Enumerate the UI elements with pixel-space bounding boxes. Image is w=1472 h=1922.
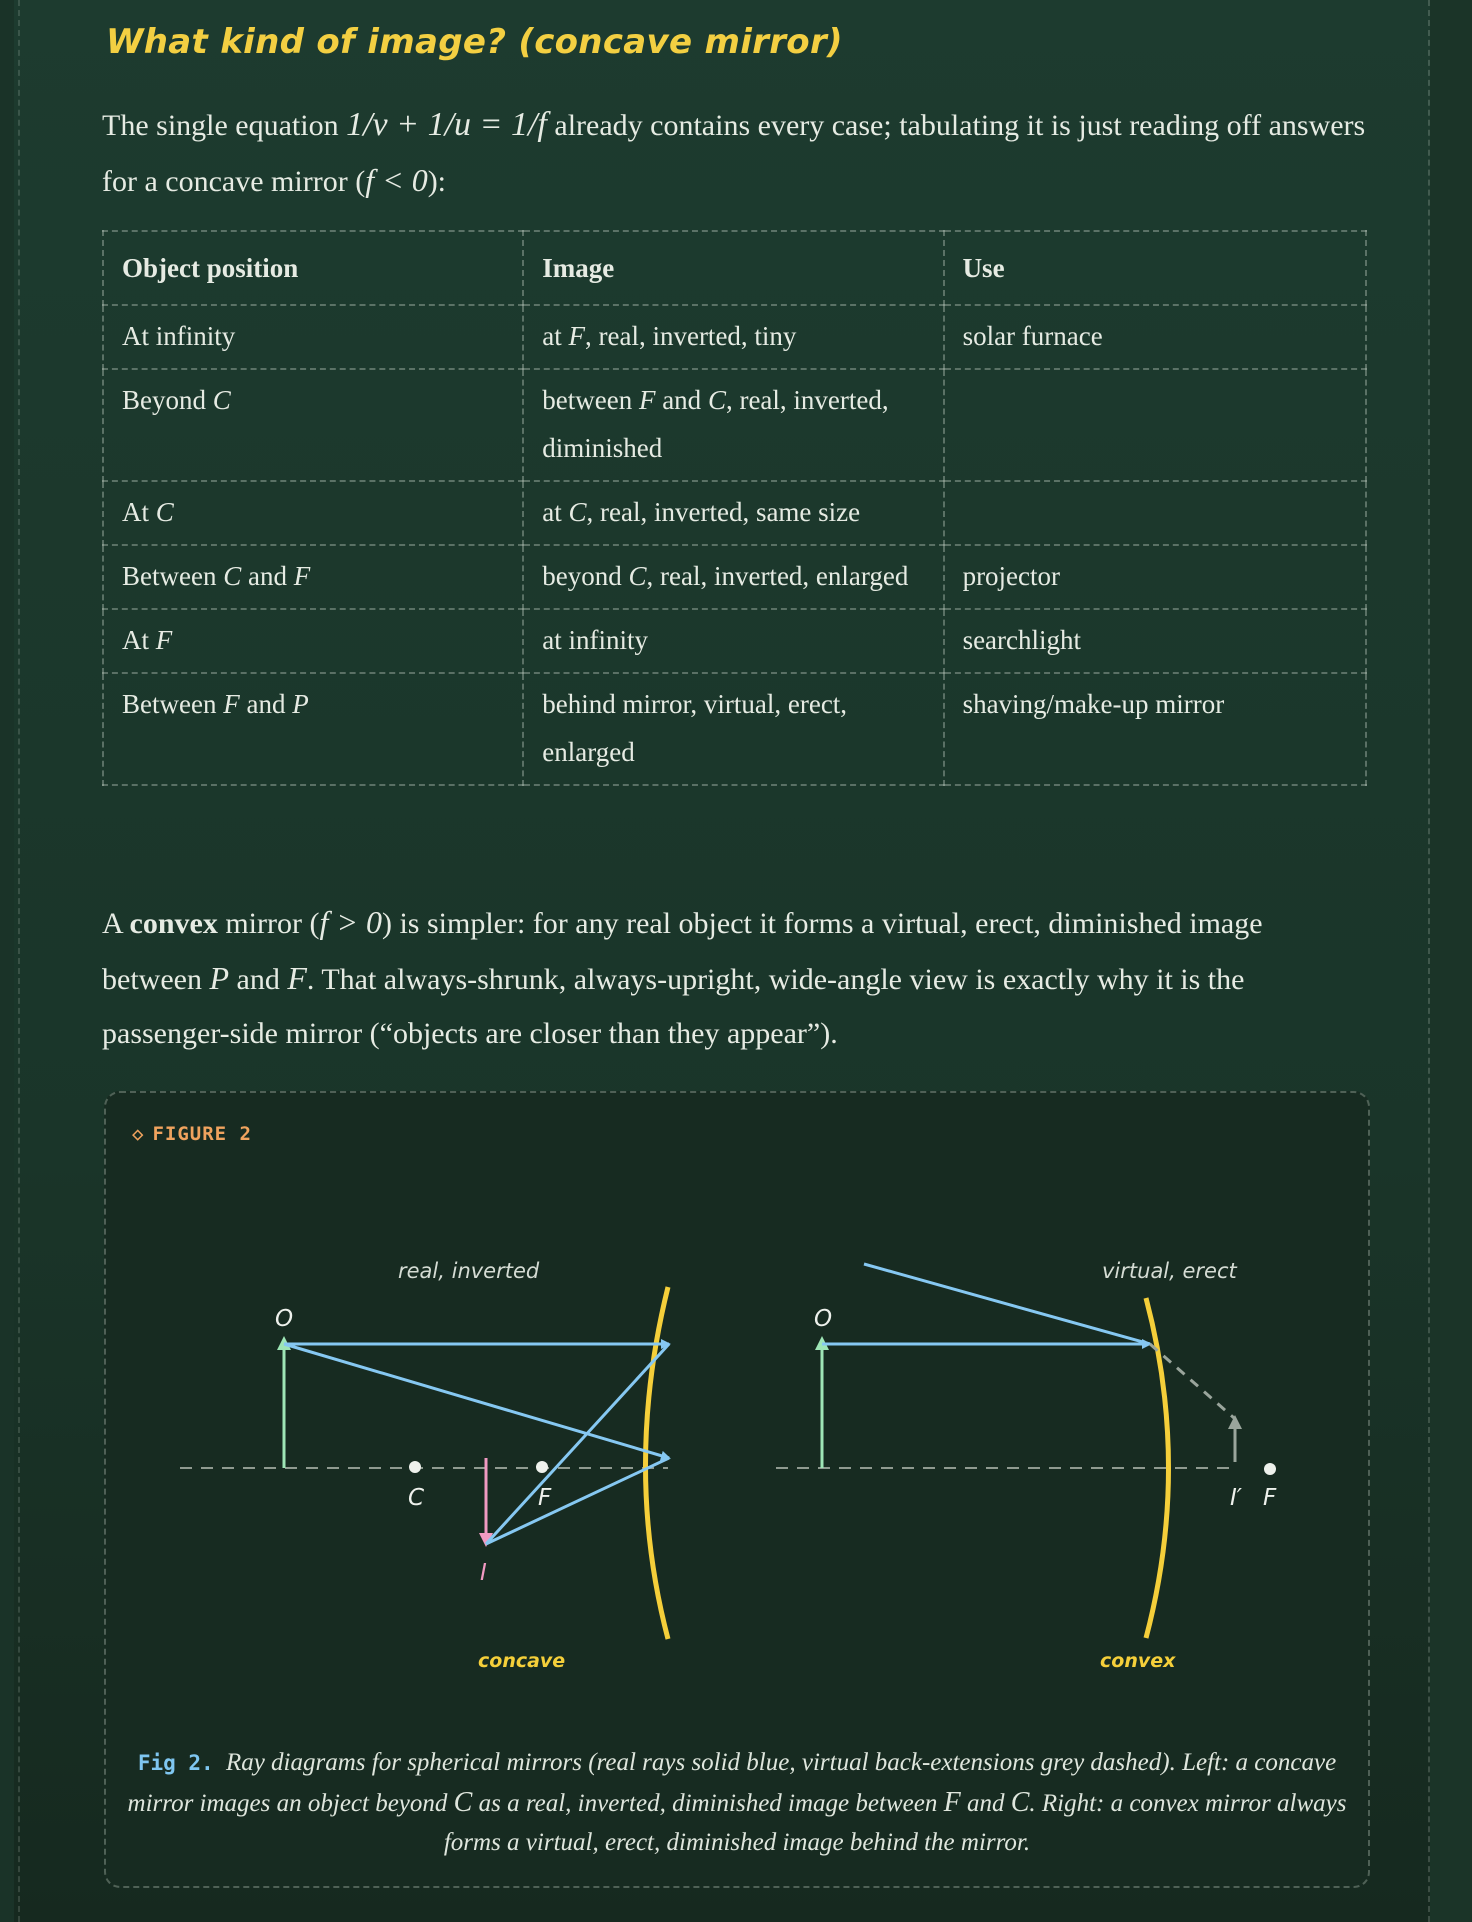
convex-text-3: ) is simpler: for any real object it forms a virtual, erect, diminished image between xyxy=(102,907,1263,996)
cell-object-position xyxy=(103,481,523,545)
virtual-image-label: I′ xyxy=(1230,1485,1243,1511)
cell-image xyxy=(523,305,943,369)
ray-reflected-back xyxy=(486,1458,669,1544)
cell-text: At infinity xyxy=(122,321,236,351)
math-symbol: C xyxy=(453,1787,473,1818)
cell-object-position xyxy=(103,609,523,673)
cell-text: , real, inverted, tiny xyxy=(585,321,797,351)
cell-text: beyond xyxy=(542,561,629,591)
point-c-dot xyxy=(409,1461,421,1473)
f-label-left: F xyxy=(538,1485,552,1511)
cell-text: at infinity xyxy=(542,625,648,655)
section-heading: What kind of image? (concave mirror) xyxy=(106,22,843,62)
cell-use xyxy=(944,369,1366,481)
cell-text: , real, inverted, enlarged xyxy=(646,561,909,591)
cell-image xyxy=(523,545,943,609)
diamond-icon: ◇ xyxy=(132,1123,145,1145)
intro-text-3: ): xyxy=(427,165,447,198)
math-symbol: F xyxy=(223,689,240,719)
caption-text: Ray diagrams for spherical mirrors (real rays solid blue, virtual back-extensions grey dashed). Left: a concave mirror images an object beyond xyxy=(127,1749,1337,1817)
cell-text: Between xyxy=(122,689,224,719)
intro-text-1: The single equation xyxy=(102,109,347,142)
math-symbol: C xyxy=(223,561,242,591)
concave-label: concave xyxy=(478,1650,566,1672)
convex-text-1: A xyxy=(102,907,130,940)
right-rail xyxy=(1430,0,1472,1922)
table-row xyxy=(103,369,1366,481)
intro-paragraph xyxy=(102,98,1367,209)
cell-text: At xyxy=(122,497,156,527)
intro-text-2: already contains every case; tabulating it is just reading off answers for a concave mirror ( xyxy=(102,109,1366,198)
concave-diagram xyxy=(180,1259,669,1672)
cell-use: projector xyxy=(944,545,1366,609)
convex-text-4: and xyxy=(229,963,288,996)
math-symbol: F xyxy=(568,321,585,351)
cell-text: , real, inverted, diminished xyxy=(542,385,889,463)
convex-condition: f > 0 xyxy=(319,904,382,940)
header-use: Use xyxy=(944,231,1366,305)
left-top-label: real, inverted xyxy=(398,1259,540,1283)
point-f-dot-right xyxy=(1264,1463,1276,1475)
cell-object-position xyxy=(103,305,523,369)
image-cases-table xyxy=(102,230,1367,786)
table-row xyxy=(103,481,1366,545)
convex-text-5: . That always-shrunk, always-upright, wide-angle view is exactly why it is the passenger-side mirror (“objects are closer than they appear”). xyxy=(102,963,1245,1050)
c-label: C xyxy=(408,1485,425,1511)
caption-text: . Right: a convex mirror always forms a virtual, erect, diminished image behind the mirror. xyxy=(443,1790,1347,1856)
cell-image xyxy=(523,481,943,545)
left-rail xyxy=(0,0,14,1922)
math-symbol: P xyxy=(209,960,229,996)
figure-caption xyxy=(126,1743,1348,1862)
table-row xyxy=(103,305,1366,369)
cell-text: Beyond xyxy=(122,385,213,415)
math-symbol: C xyxy=(628,561,647,591)
cell-text: and xyxy=(655,385,708,415)
figure-tag-text: FIGURE 2 xyxy=(152,1123,252,1145)
convex-paragraph xyxy=(102,895,1367,1061)
convex-text-2: mirror ( xyxy=(217,907,320,940)
convex-diagram xyxy=(776,1259,1277,1672)
math-symbol: F xyxy=(943,1787,961,1818)
object-label-right: O xyxy=(814,1306,833,1332)
table-row xyxy=(103,545,1366,609)
image-label-left: I xyxy=(480,1560,487,1586)
figure-2-card xyxy=(104,1091,1370,1888)
caption-text: and xyxy=(960,1790,1011,1817)
math-symbol: F xyxy=(155,625,173,655)
cell-text: between xyxy=(542,385,639,415)
caption-label: Fig 2. xyxy=(137,1751,214,1775)
cell-text: at xyxy=(542,321,569,351)
cell-use: solar furnace xyxy=(944,305,1366,369)
math-symbol: C xyxy=(1010,1787,1030,1818)
left-rail-divider xyxy=(18,0,20,1922)
cell-image xyxy=(523,673,943,785)
point-f-dot-left xyxy=(536,1461,548,1473)
ray-toward-mirror-axis xyxy=(284,1344,669,1458)
math-symbol: C xyxy=(155,497,174,527)
cell-text: Between xyxy=(122,561,224,591)
cell-text: behind mirror, virtual, erect, enlarged xyxy=(542,689,848,767)
math-symbol: F xyxy=(293,561,311,591)
right-rail-divider xyxy=(1428,0,1430,1922)
cell-text: at xyxy=(542,497,569,527)
cell-text: At xyxy=(122,625,156,655)
concave-condition: f < 0 xyxy=(365,162,428,198)
cell-image xyxy=(523,609,943,673)
mirror-equation: 1/v + 1/u = 1/f xyxy=(346,106,547,143)
cell-object-position xyxy=(103,673,523,785)
caption-text: as a real, inverted, diminished image between xyxy=(472,1790,944,1817)
math-symbol: C xyxy=(568,497,587,527)
cell-use: searchlight xyxy=(944,609,1366,673)
math-symbol: C xyxy=(212,385,231,415)
table-row xyxy=(103,673,1366,785)
object-label-left: O xyxy=(275,1306,294,1332)
f-label-right: F xyxy=(1263,1485,1277,1511)
cell-image xyxy=(523,369,943,481)
math-symbol: F xyxy=(638,385,656,415)
right-top-label: virtual, erect xyxy=(1102,1259,1237,1283)
ray-diagram xyxy=(106,1093,1368,1733)
cell-text: and xyxy=(241,561,294,591)
cell-text: , real, inverted, same size xyxy=(586,497,861,527)
cell-object-position xyxy=(103,545,523,609)
ray-reflected-through-f xyxy=(486,1344,669,1544)
math-symbol: F xyxy=(287,960,307,996)
cell-text: and xyxy=(239,689,293,719)
header-image: Image xyxy=(523,231,943,305)
math-symbol: C xyxy=(707,385,726,415)
convex-label: convex xyxy=(1100,1650,1176,1672)
header-object-position: Object position xyxy=(103,231,523,305)
cell-use xyxy=(944,481,1366,545)
table-row xyxy=(103,609,1366,673)
convex-bold-word: convex xyxy=(129,907,218,940)
cell-object-position xyxy=(103,369,523,481)
table-header-row xyxy=(103,231,1366,305)
math-symbol: P xyxy=(292,689,309,719)
cell-use: shaving/make-up mirror xyxy=(944,673,1366,785)
